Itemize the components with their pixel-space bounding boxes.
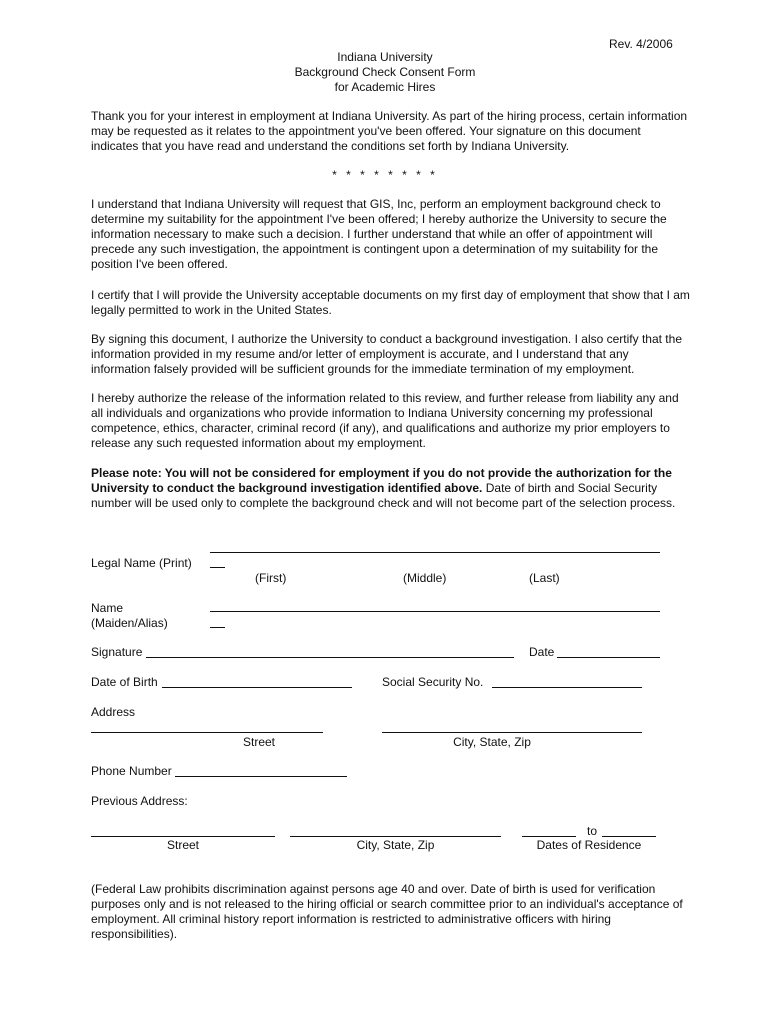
- address-street-field[interactable]: [91, 732, 323, 733]
- intro-paragraph: Thank you for your interest in employment at Indiana University. As part of the hiring process, certain information may be requested as it relates to the appointment you've been offered. Your signature on this document indicates that you have read and understand the conditions set forth by Indiana University.: [91, 109, 688, 153]
- first-name-caption: (First): [255, 571, 287, 585]
- previous-address-label: Previous Address:: [91, 794, 188, 808]
- dates-of-residence-caption: Dates of Residence: [536, 838, 642, 852]
- date-label: Date: [529, 645, 555, 659]
- maiden-alias-label: (Maiden/Alias): [91, 616, 168, 630]
- previous-street-caption: Street: [166, 838, 199, 852]
- phone-label: Phone Number: [91, 764, 172, 778]
- name-label: Name: [91, 601, 124, 615]
- ssn-label: Social Security No.: [382, 675, 484, 689]
- separator: * * * * * * * *: [332, 168, 438, 182]
- middle-name-caption: (Middle): [403, 571, 447, 585]
- dob-label: Date of Birth: [91, 675, 158, 689]
- last-name-caption: (Last): [529, 571, 560, 585]
- phone-field[interactable]: [175, 776, 347, 777]
- legal-name-field[interactable]: [210, 552, 660, 553]
- signature-field[interactable]: [146, 657, 514, 658]
- residence-from-field[interactable]: [522, 836, 576, 837]
- legal-name-label: Legal Name (Print): [91, 556, 192, 570]
- dob-field[interactable]: [162, 687, 352, 688]
- previous-city-field[interactable]: [290, 836, 501, 837]
- to-label: to: [587, 824, 598, 838]
- legal-name-field-stub: [210, 567, 225, 568]
- please-note: [91, 466, 691, 511]
- address-city-field[interactable]: [382, 732, 642, 733]
- form-subtitle: for Academic Hires: [334, 80, 436, 94]
- paragraph-certify-documents: I certify that I will provide the University acceptable documents on my first day of employment that show that I am legally permitted to work in the United States.: [91, 288, 690, 317]
- signature-label: Signature: [91, 645, 143, 659]
- residence-to-field[interactable]: [602, 836, 656, 837]
- address-street-caption: Street: [242, 735, 275, 749]
- form-title: Background Check Consent Form: [294, 65, 476, 79]
- maiden-alias-field-stub: [210, 627, 225, 628]
- maiden-alias-field[interactable]: [210, 611, 660, 612]
- please-note-bold: Please note: You will not be considered for employment if you do not provide the authorization for the University to conduct the background investigation identified above.: [91, 466, 672, 495]
- footer-disclaimer: (Federal Law prohibits discrimination against persons age 40 and over. Date of birth is used for verification purposes only and is not released to the hiring official or search committee prior to an individual's acceptance of employment. All criminal history report information is restricted to administrative officers with hiring responsibilities).: [91, 882, 683, 941]
- address-city-caption: City, State, Zip: [453, 735, 531, 749]
- ssn-field[interactable]: [492, 687, 642, 688]
- previous-city-caption: City, State, Zip: [356, 838, 435, 852]
- paragraph-release: I hereby authorize the release of the information related to this review, and further release from liability any and all individuals and organizations who provide information to Indiana University concerning my professional competence, ethics, character, criminal record (if any), and qualifications and authorize my prior employers to release any such requested information about my employment.: [91, 391, 679, 450]
- paragraph-authorize-investigation: By signing this document, I authorize the University to conduct a background investigation. I also certify that the information provided in my resume and/or letter of employment is accurate, and I understand that any information falsely provided will be sufficient grounds for the immediate termination of my employment.: [91, 332, 682, 376]
- paragraph-request: I understand that Indiana University will request that GIS, Inc, perform an employment background check to determine my suitability for the appointment I've been offered; I hereby authorize the University to secure the information necessary to make such a decision. I further understand that while an offer of appointment will precede any such investigation, the appointment is contingent upon a determination of my suitability for the position I've been offered.: [91, 197, 667, 271]
- form-title-institution: Indiana University: [337, 50, 433, 64]
- date-field[interactable]: [557, 657, 660, 658]
- previous-street-field[interactable]: [91, 836, 275, 837]
- revision-date: Rev. 4/2006: [609, 37, 673, 51]
- please-note-text: Date of birth and Social Security number will be used only to complete the background check and will not become part of the selection process.: [91, 481, 676, 510]
- address-label: Address: [91, 705, 136, 719]
